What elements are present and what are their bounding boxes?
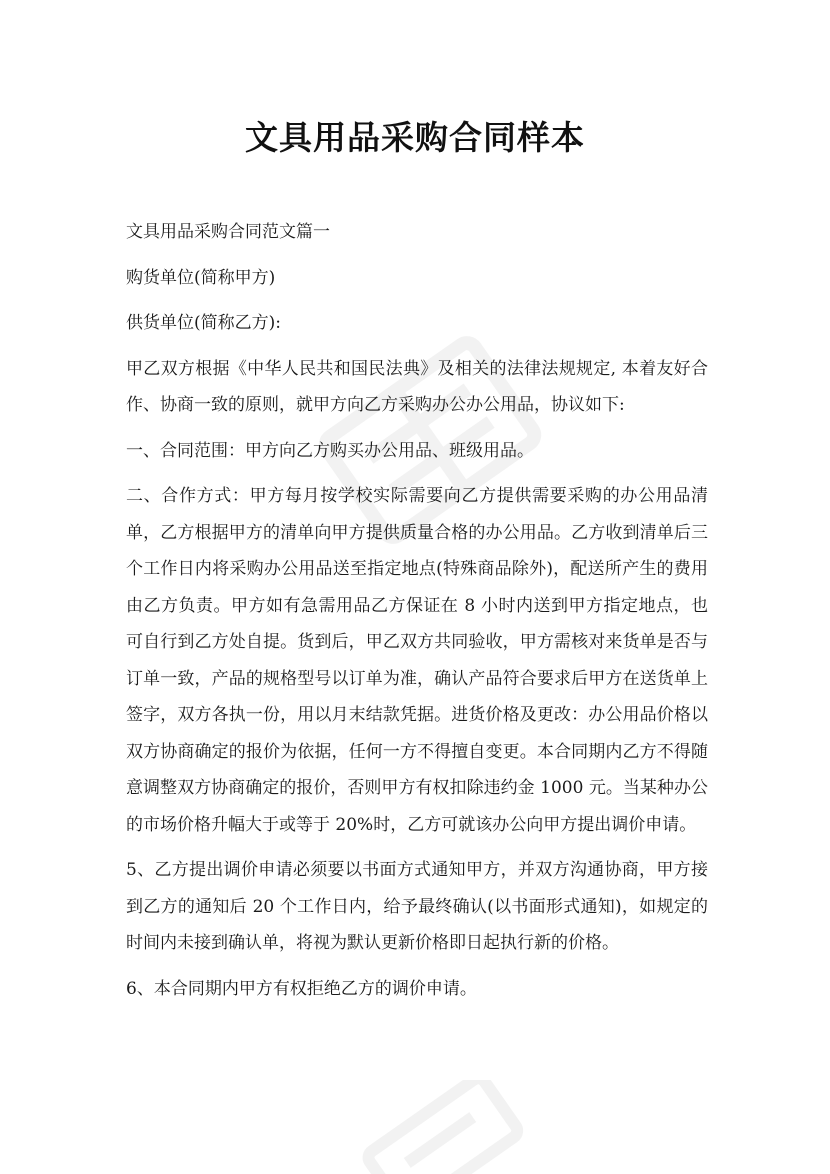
paragraph: 文具用品采购合同范文篇一 [126, 222, 330, 242]
watermark-stamp-bottom [330, 1080, 550, 1174]
paragraph: 购货单位(简称甲方) [126, 267, 276, 288]
document-title: 文具用品采购合同样本 [245, 118, 585, 157]
paragraph: 6、本合同期内甲方有权拒绝乙方的调价申请。 [126, 978, 477, 999]
paragraph: 甲乙双方根据《中华人民共和国民法典》及相关的法律法规规定, 本着友好合作、协商一致的原则，就甲方向乙方采购办公办公用品，协议如下: [126, 358, 708, 415]
paragraph: 5、乙方提出调价申请必须要以书面方式通知甲方，并双方沟通协商，甲方接到乙方的通知后 20 个工作日内，给予最终确认(以书面形式通知)，如规定的时间内未接到确认单，将视为默认更新价格即日起执行新的价格。 [126, 860, 708, 953]
paragraph: 一、合同范围：甲方向乙方购买办公用品、班级用品。 [126, 440, 534, 461]
document-body [126, 214, 708, 1016]
paragraph: 供货单位(简称乙方): [126, 313, 281, 333]
paragraph: 二、合作方式：甲方每月按学校实际需要向乙方提供需要采购的办公用品清单，乙方根据甲方的清单向甲方提供质量合格的办公用品。乙方收到清单后三个工作日内将采购办公用品送至指定地点(特殊商品除外)，配送所产生的费用由乙方负责。甲方如有急需用品乙方保证在 8 小时内送到甲方指定地点，也可自行到乙方处自提。货到后，甲乙双方共同验收，甲方需核对来货单是否与订单一致，产品的规格型号以订单为准，确认产品符合要求后甲方在送货单上签字，双方各执一份，用以月末结款凭据。进货价格及更改：办公用品价格以双方协商确定的报价为依据，任何一方不得擅自变更。本合同期内乙方不得随意调整双方协商确定的报价，否则甲方有权扣除违约金 1000 元。当某种办公的市场价格升幅大于或等于 20%时，乙方可就该办公向甲方提出调价申请。 [126, 486, 708, 835]
